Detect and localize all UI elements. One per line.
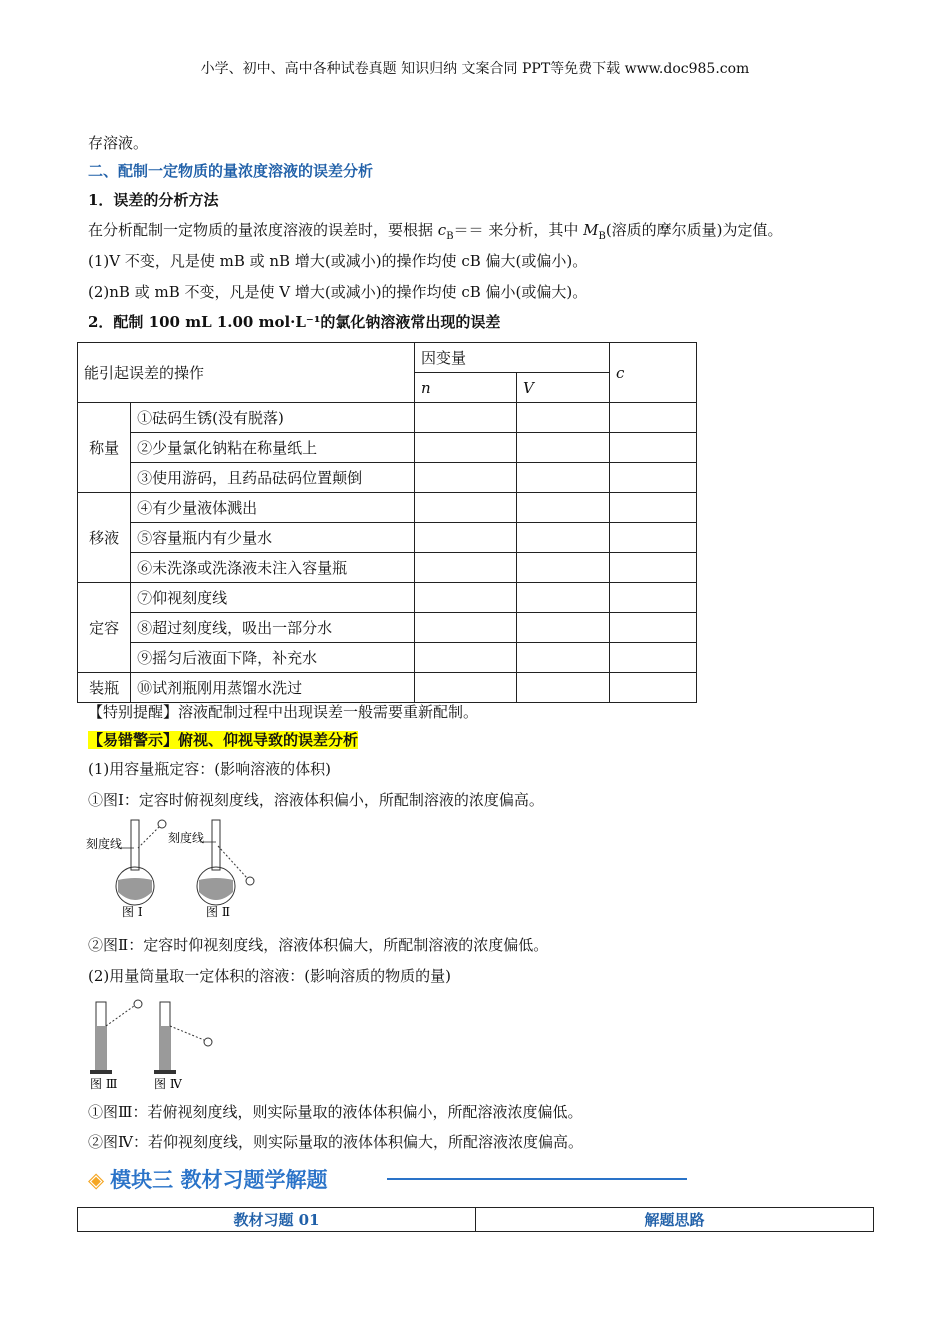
flask-figures [82, 818, 262, 920]
special-tip: 【特别提醒】溶液配制过程中出现误差一般需要重新配制。 [88, 703, 479, 721]
subheading-errors: 2．配制 100 mL 1.00 mol·L⁻¹的氯化钠溶液常出现的误差 [88, 313, 501, 331]
error-table [77, 342, 697, 703]
module-title: ◈ 模块三 教材习题学解题 [88, 1168, 328, 1192]
table-row [78, 673, 697, 703]
case-1b: ②图Ⅱ：定容时仰视刻度线，溶液体积偏大，所配制溶液的浓度偏低。 [88, 936, 549, 954]
case-2a: ①图Ⅲ：若俯视刻度线，则实际量取的液体体积偏小，所配溶液浓度偏低。 [88, 1103, 583, 1121]
flask-icon [116, 820, 154, 905]
v-header: V [517, 373, 610, 403]
table-row [78, 433, 697, 463]
op-cell: ⑧超过刻度线，吸出一部分水 [131, 613, 415, 643]
solution-header: 解题思路 [476, 1208, 874, 1232]
section-heading: 二、配制一定物质的量浓度溶液的误差分析 [88, 162, 374, 180]
op-cell: ⑨摇匀后液面下降，补充水 [131, 643, 415, 673]
op-cell: ①砝码生锈(没有脱落) [131, 403, 415, 433]
diamond-icon: ◈ [88, 1168, 105, 1192]
rule-1: (1)V 不变，凡是使 mB 或 nB 增大(或减小)的操作均使 cB 偏大(或偏小)。 [88, 252, 588, 270]
scale-line-label: 刻度线 [86, 837, 123, 851]
paragraph-formula: 在分析配制一定物质的量浓度溶液的误差时，要根据 $c_B==$ 来分析，其中 $M_B$(溶质的摩尔质量)为定值。 [88, 221, 783, 242]
group-label: 称量 [78, 403, 131, 493]
group-label: 移液 [78, 493, 131, 583]
table-row [78, 613, 697, 643]
table-row [78, 463, 697, 493]
exercise-table [77, 1207, 874, 1232]
figure-caption: 图 Ⅲ [90, 1077, 118, 1091]
op-cell: ⑥未洗涤或洗涤液未注入容量瓶 [131, 553, 415, 583]
var-header: 因变量 [415, 343, 610, 373]
op-cell: ⑦仰视刻度线 [131, 583, 415, 613]
cylinder-figures [88, 996, 228, 1092]
case-1: (1)用容量瓶定容：(影响溶液的体积) [88, 760, 331, 778]
eye-icon [246, 877, 254, 885]
table-row [78, 553, 697, 583]
group-label: 定容 [78, 583, 131, 673]
case-2: (2)用量筒量取一定体积的溶液：(影响溶质的物质的量) [88, 967, 451, 985]
figure-caption: 图 Ⅱ [206, 905, 230, 919]
eye-icon [158, 820, 166, 828]
op-cell: ⑤容量瓶内有少量水 [131, 523, 415, 553]
op-header: 能引起误差的操作 [78, 343, 415, 403]
cylinder-icon [90, 1002, 112, 1074]
exercise-header: 教材习题 01 [78, 1208, 476, 1232]
page-header: 小学、初中、高中各种试卷真题 知识归纳 文案合同 PPT等免费下载 www.doc985.com [200, 61, 750, 77]
op-cell: ③使用游码，且药品砝码位置颠倒 [131, 463, 415, 493]
case-2b: ②图Ⅳ：若仰视刻度线，则实际量取的液体体积偏大，所配溶液浓度偏高。 [88, 1133, 583, 1151]
op-cell: ②少量氯化钠粘在称量纸上 [131, 433, 415, 463]
table-row [78, 403, 697, 433]
scale-line-label: 刻度线 [168, 831, 205, 845]
module-divider [387, 1178, 687, 1180]
c-header: c [610, 343, 697, 403]
table-row [78, 493, 697, 523]
table-row [78, 643, 697, 673]
op-cell: ④有少量液体溅出 [131, 493, 415, 523]
op-cell: ⑩试剂瓶刚用蒸馏水洗过 [131, 673, 415, 703]
eye-icon [134, 1000, 142, 1008]
case-1a: ①图Ⅰ：定容时俯视刻度线，溶液体积偏小，所配制溶液的浓度偏高。 [88, 791, 544, 809]
n-header: n [415, 373, 517, 403]
warning-heading: 【易错警示】俯视、仰视导致的误差分析 [88, 731, 359, 749]
eye-icon [204, 1038, 212, 1046]
text-continuation: 存溶液。 [88, 134, 149, 152]
figure-caption: 图 Ⅰ [122, 905, 143, 919]
cylinder-icon [154, 1002, 176, 1074]
rule-2: (2)nB 或 mB 不变，凡是使 V 增大(或减小)的操作均使 cB 偏小(或偏大)。 [88, 283, 588, 301]
group-label: 装瓶 [78, 673, 131, 703]
subheading-method: 1．误差的分析方法 [88, 191, 219, 209]
table-row [78, 523, 697, 553]
figure-caption: 图 Ⅳ [154, 1077, 182, 1091]
table-row [78, 583, 697, 613]
